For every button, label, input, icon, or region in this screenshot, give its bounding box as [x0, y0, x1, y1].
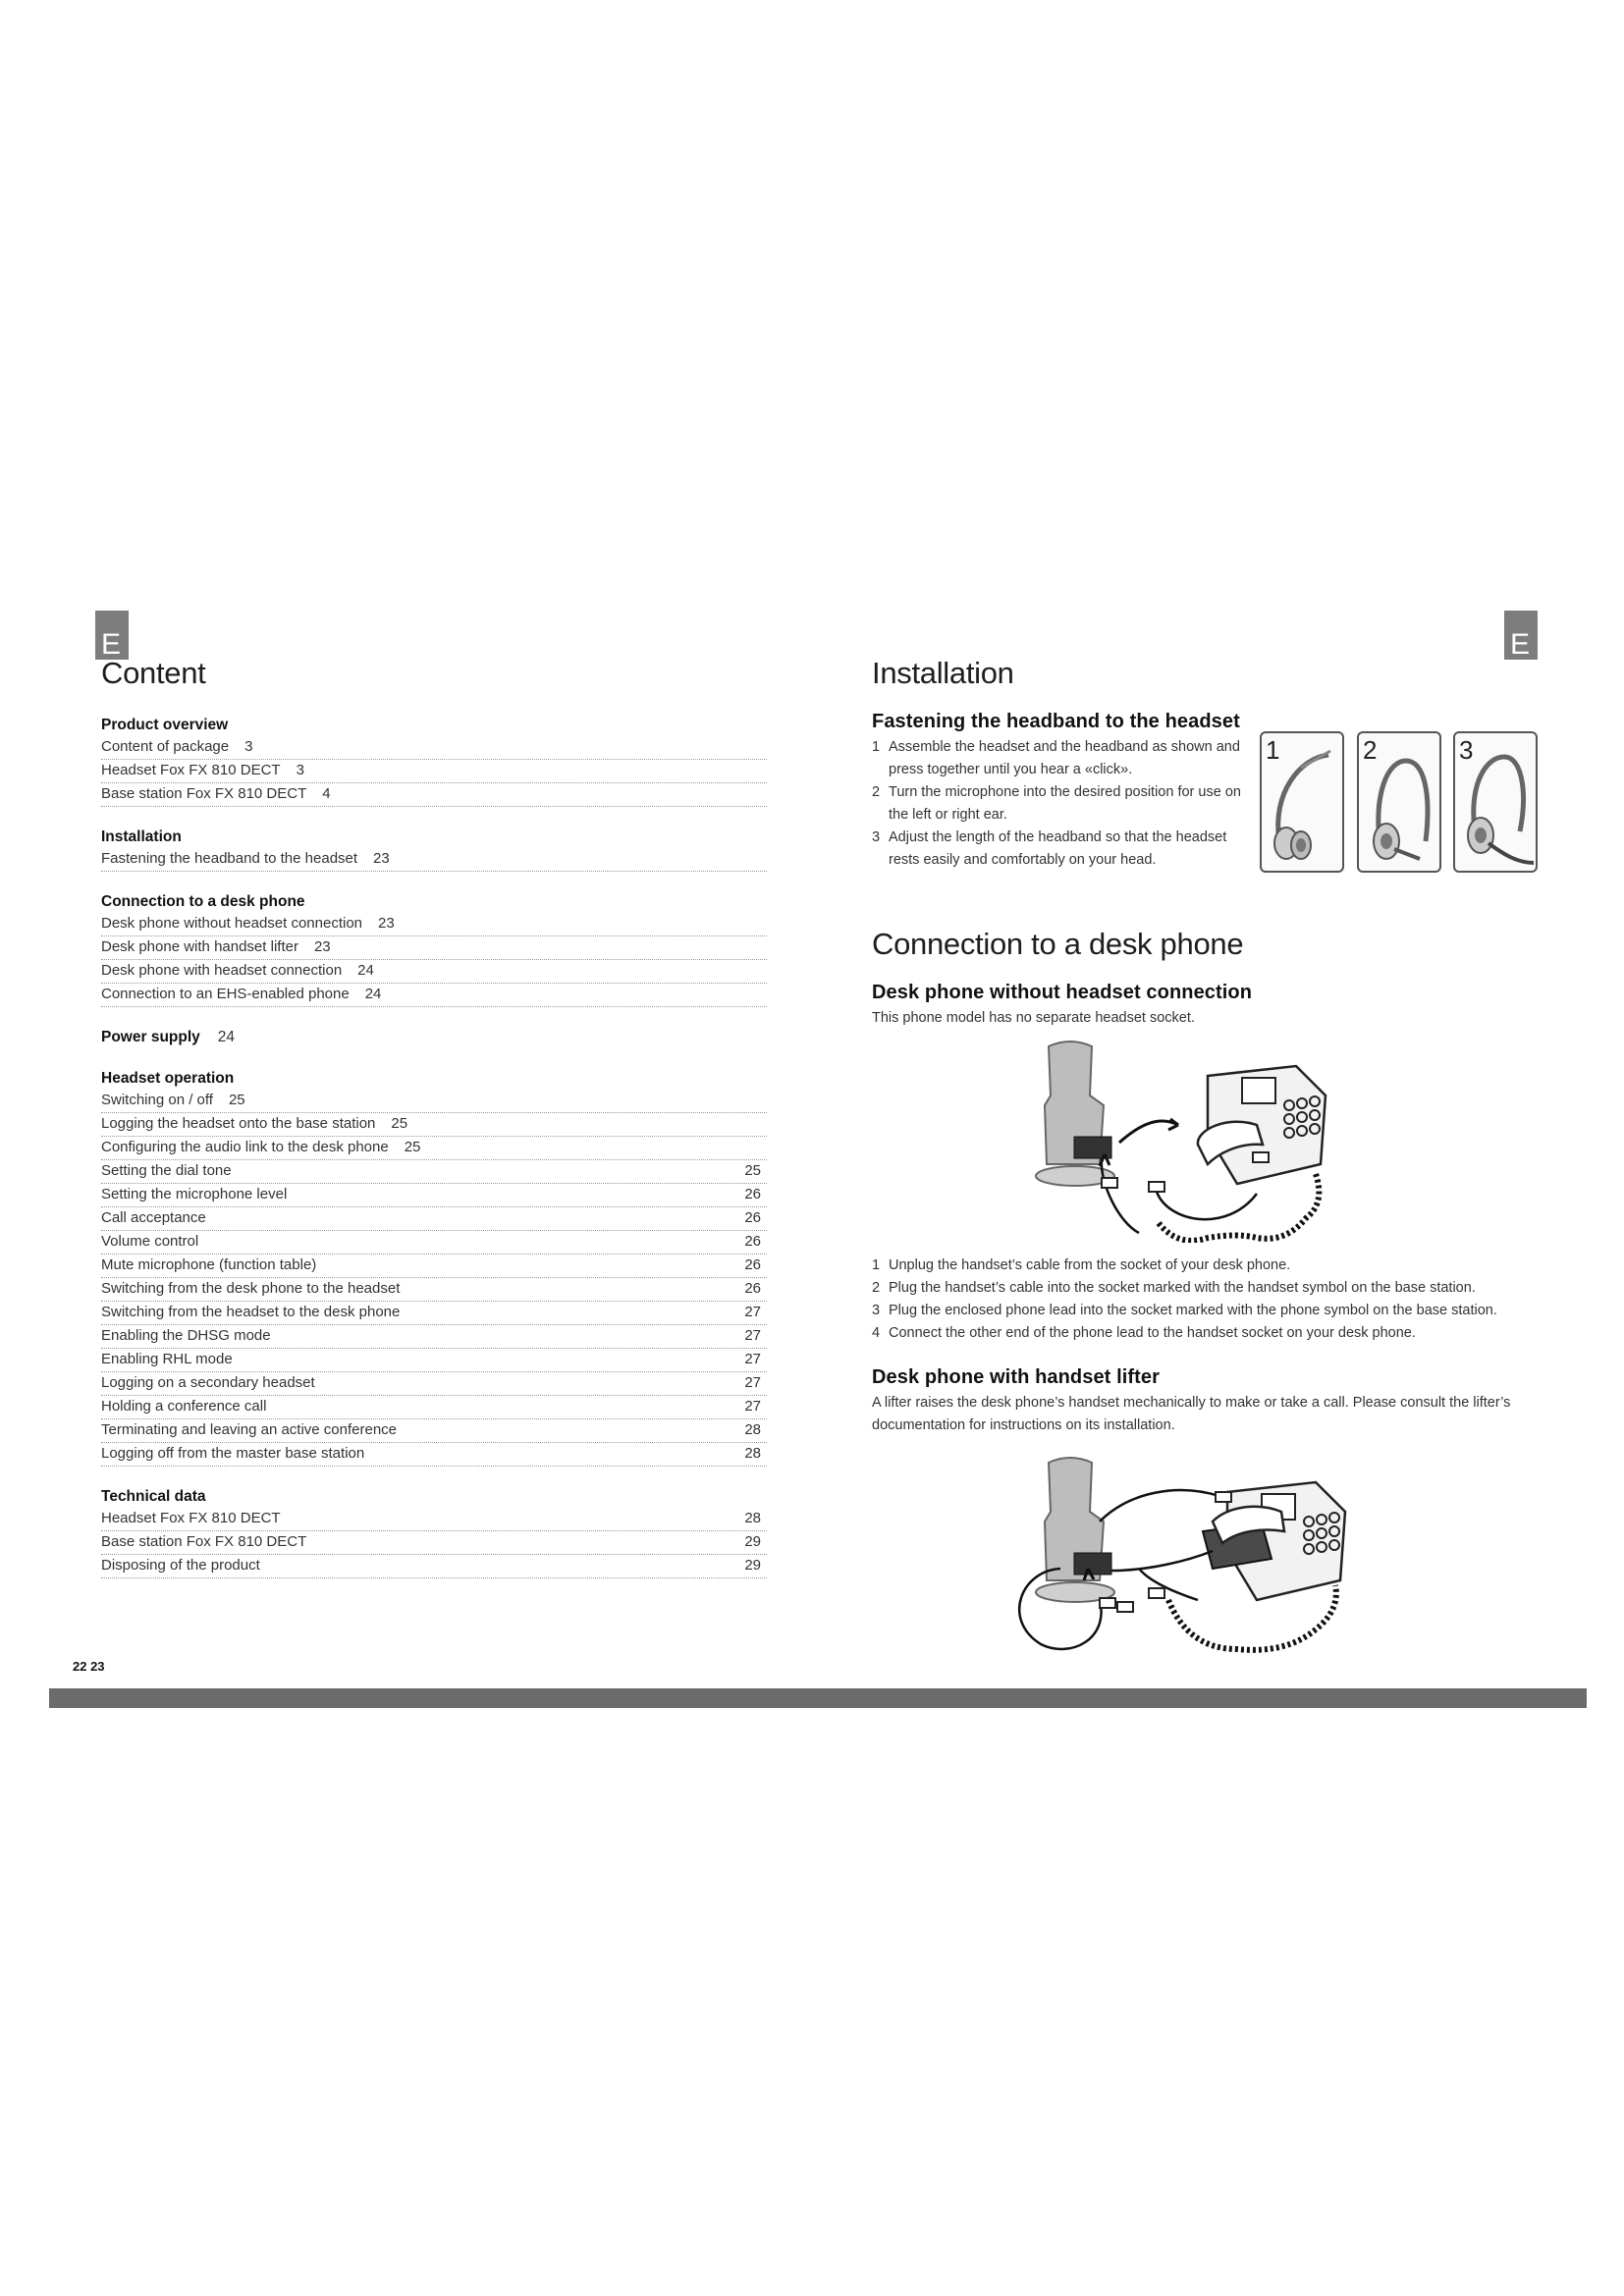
toc-section-title	[101, 1068, 767, 1090]
no-headset-section-title: Desk phone without headset connection	[872, 982, 1253, 1003]
toc-section	[101, 1027, 767, 1048]
toc-entry-page: 23	[378, 915, 395, 932]
toc-entry[interactable]	[101, 1325, 767, 1349]
base-station-socket-icon	[1074, 1553, 1111, 1575]
toc-entry-label: Switching from the desk phone to the headset	[101, 1280, 401, 1297]
toc-entry-page: 28	[744, 1510, 761, 1526]
step-text: Connect the other end of the phone lead to the handset socket on your desk phone.	[889, 1325, 1416, 1341]
toc-entry[interactable]	[101, 848, 767, 872]
toc-entry[interactable]	[101, 960, 767, 984]
toc-entry-label: Desk phone with headset connection	[101, 962, 343, 979]
toc-section	[101, 1068, 767, 1467]
toc-entry[interactable]	[101, 1113, 767, 1137]
headband-section-title: Fastening the headband to the headset	[872, 711, 1240, 732]
toc-entry-page: 26	[744, 1280, 761, 1297]
toc-entry-page: 26	[744, 1233, 761, 1250]
toc-entry-label: Desk phone without headset connection	[101, 915, 363, 932]
toc-entry[interactable]	[101, 936, 767, 960]
toc-entry-label: Call acceptance	[101, 1209, 206, 1226]
toc-entry[interactable]	[101, 1278, 767, 1302]
toc-entry-page: 26	[744, 1209, 761, 1226]
step-item	[872, 1300, 1559, 1322]
toc-section-title-text: Power supply	[101, 1029, 200, 1045]
toc-entry-label: Holding a conference call	[101, 1398, 267, 1415]
coiled-cord-icon	[1168, 1585, 1336, 1650]
table-of-contents	[101, 715, 767, 1598]
toc-section	[101, 715, 767, 807]
toc-entry[interactable]	[101, 1160, 767, 1184]
toc-section-title	[101, 1027, 767, 1048]
toc-entry-label: Switching from the headset to the desk phone	[101, 1304, 401, 1320]
step-text: Turn the microphone into the desired position for use on the left or right ear.	[889, 784, 1241, 823]
phone-plug-icon	[1117, 1602, 1133, 1612]
page-numbers: 22 23	[73, 1659, 105, 1674]
toc-entry-page: 4	[322, 785, 331, 802]
toc-section-title	[101, 715, 767, 736]
toc-entry[interactable]	[101, 760, 767, 783]
toc-section-title-text: Installation	[101, 828, 182, 845]
toc-section	[101, 891, 767, 1007]
step-item	[872, 1255, 1559, 1277]
installation-title: Installation	[872, 656, 1014, 690]
phone-plug-icon	[1253, 1152, 1269, 1162]
toc-entry[interactable]	[101, 1255, 767, 1278]
toc-entry-label: Content of package	[101, 738, 230, 755]
step-text: Unplug the handset’s cable from the socket of your desk phone.	[889, 1257, 1291, 1273]
no-headset-steps-list	[872, 1255, 1559, 1345]
lifter-text: A lifter raises the desk phone’s handset mechanically to make or take a call. Please consult the lifter’s documentation for instructions on its installation.	[872, 1395, 1511, 1433]
toc-entry-label: Setting the dial tone	[101, 1162, 232, 1179]
toc-entry-label: Desk phone with handset lifter	[101, 938, 298, 955]
step-item	[872, 1277, 1559, 1300]
toc-entry-page: 26	[744, 1256, 761, 1273]
toc-entry-page: 27	[744, 1374, 761, 1391]
toc-section-title-text: Headset operation	[101, 1070, 235, 1087]
toc-entry[interactable]	[101, 1207, 767, 1231]
connection-title: Connection to a desk phone	[872, 927, 1244, 961]
toc-section-title-text: Connection to a desk phone	[101, 893, 305, 910]
step-text: Assemble the headset and the headband as shown and press together until you hear a «click».	[889, 739, 1240, 777]
phone-plug-icon	[1102, 1178, 1117, 1188]
toc-entry-page: 27	[744, 1304, 761, 1320]
toc-entry[interactable]	[101, 1231, 767, 1255]
toc-section	[101, 1486, 767, 1578]
toc-entry[interactable]	[101, 1090, 767, 1113]
toc-entry-page: 29	[744, 1557, 761, 1574]
toc-entry-page: 25	[404, 1139, 421, 1155]
toc-entry-page: 3	[244, 738, 253, 755]
toc-section-title	[101, 1486, 767, 1508]
toc-entry-page: 24	[357, 962, 374, 979]
toc-entry[interactable]	[101, 913, 767, 936]
toc-section-title-text: Product overview	[101, 717, 229, 733]
toc-section-title	[101, 827, 767, 848]
toc-entry-page: 28	[744, 1421, 761, 1438]
toc-entry-label: Connection to an EHS-enabled phone	[101, 986, 350, 1002]
toc-entry-page: 27	[744, 1327, 761, 1344]
phone-plug-icon	[1216, 1492, 1231, 1502]
toc-entry[interactable]	[101, 1443, 767, 1467]
toc-entry-label: Volume control	[101, 1233, 199, 1250]
toc-entry[interactable]	[101, 1302, 767, 1325]
toc-entry-label: Disposing of the product	[101, 1557, 260, 1574]
phone-plug-icon	[1149, 1588, 1164, 1598]
toc-entry[interactable]	[101, 1419, 767, 1443]
toc-entry[interactable]	[101, 1349, 767, 1372]
toc-entry[interactable]	[101, 1184, 767, 1207]
step-number: 4	[872, 1325, 881, 1341]
headset-figure-1	[1260, 731, 1344, 873]
toc-entry[interactable]	[101, 783, 767, 807]
toc-entry-page: 25	[391, 1115, 408, 1132]
toc-entry-label: Logging the headset onto the base station	[101, 1115, 376, 1132]
headset-figure-2	[1357, 731, 1441, 873]
figure-number: 1	[1266, 735, 1280, 765]
toc-entry[interactable]	[101, 736, 767, 760]
phone-plug-icon	[1100, 1598, 1115, 1608]
figure-number: 3	[1459, 735, 1474, 765]
step-item	[872, 1322, 1559, 1345]
figure-number: 2	[1363, 735, 1378, 765]
toc-entry[interactable]	[101, 1372, 767, 1396]
toc-entry-page: 23	[373, 850, 390, 867]
step-item	[872, 736, 1245, 781]
step-number: 2	[872, 1280, 881, 1296]
step-text: Plug the enclosed phone lead into the socket marked with the phone symbol on the base station.	[889, 1303, 1497, 1318]
toc-entry-label: Headset Fox FX 810 DECT	[101, 1510, 281, 1526]
toc-entry-page: 27	[744, 1398, 761, 1415]
toc-entry-page: 25	[228, 1092, 245, 1108]
step-number: 2	[872, 784, 881, 800]
toc-entry-label: Enabling the DHSG mode	[101, 1327, 271, 1344]
toc-entry-page: 27	[744, 1351, 761, 1367]
step-item	[872, 781, 1245, 827]
toc-section	[101, 827, 767, 872]
content-title: Content	[101, 656, 206, 690]
toc-entry-label: Switching on / off	[101, 1092, 213, 1108]
toc-entry-page: 26	[744, 1186, 761, 1202]
diagram-desk-phone-with-lifter	[1001, 1453, 1375, 1659]
toc-entry-label: Logging on a secondary headset	[101, 1374, 315, 1391]
toc-entry-page: 23	[313, 938, 331, 955]
toc-section-page: 24	[217, 1029, 236, 1045]
headset-figure-3	[1453, 731, 1538, 873]
toc-entry-page: 29	[744, 1533, 761, 1550]
toc-entry-page: 3	[296, 762, 304, 778]
language-tab-left: E	[95, 611, 129, 660]
toc-entry[interactable]	[101, 1555, 767, 1578]
toc-entry-label: Enabling RHL mode	[101, 1351, 233, 1367]
step-number: 3	[872, 829, 881, 845]
footer-bar	[49, 1688, 1587, 1708]
no-headset-intro: This phone model has no separate headset socket.	[872, 1010, 1195, 1026]
toc-entry[interactable]	[101, 1531, 767, 1555]
toc-entry[interactable]	[101, 1508, 767, 1531]
toc-entry-label: Setting the microphone level	[101, 1186, 288, 1202]
toc-entry-label: Headset Fox FX 810 DECT	[101, 762, 281, 778]
diagram-desk-phone-without-headset	[1031, 1037, 1355, 1243]
toc-entry-page: 24	[364, 986, 382, 1002]
toc-entry-label: Base station Fox FX 810 DECT	[101, 1533, 307, 1550]
toc-entry[interactable]	[101, 1396, 767, 1419]
step-item	[872, 827, 1245, 872]
headband-steps-list	[872, 736, 1245, 872]
toc-section-title	[101, 891, 767, 913]
step-text: Adjust the length of the headband so that the headset rests easily and comfortably on your head.	[889, 829, 1227, 868]
toc-entry-label: Terminating and leaving an active conference	[101, 1421, 398, 1438]
toc-entry-label: Configuring the audio link to the desk phone	[101, 1139, 389, 1155]
step-number: 3	[872, 1303, 881, 1318]
toc-section-title-text: Technical data	[101, 1488, 206, 1505]
toc-entry[interactable]	[101, 1137, 767, 1160]
toc-entry-label: Fastening the headband to the headset	[101, 850, 358, 867]
step-number: 1	[872, 739, 881, 755]
toc-entry[interactable]	[101, 984, 767, 1007]
step-number: 1	[872, 1257, 881, 1273]
toc-entry-page: 28	[744, 1445, 761, 1462]
toc-entry-page: 25	[744, 1162, 761, 1179]
toc-entry-label: Mute microphone (function table)	[101, 1256, 317, 1273]
toc-entry-label: Logging off from the master base station	[101, 1445, 365, 1462]
step-text: Plug the handset’s cable into the socket marked with the handset symbol on the base station.	[889, 1280, 1476, 1296]
language-tab-right: E	[1504, 611, 1538, 660]
phone-plug-icon	[1149, 1182, 1164, 1192]
lifter-section-title: Desk phone with handset lifter	[872, 1366, 1161, 1388]
toc-entry-label: Base station Fox FX 810 DECT	[101, 785, 307, 802]
